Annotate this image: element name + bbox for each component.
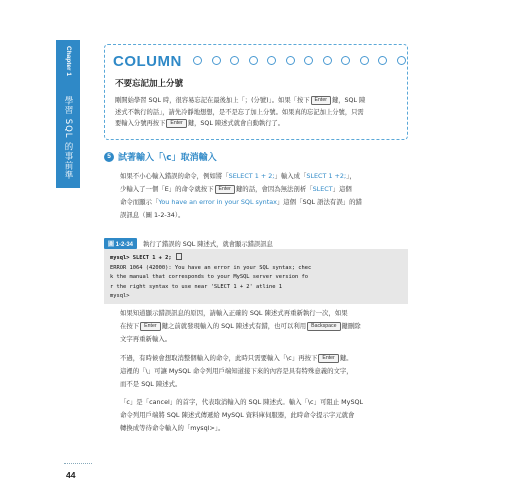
paragraph-fix xyxy=(120,307,412,346)
circle-icon xyxy=(212,56,221,65)
paragraph-intro xyxy=(120,170,412,222)
text-run: 」輸入成「 xyxy=(274,172,307,180)
code-block xyxy=(104,249,408,304)
circle-icon xyxy=(378,56,387,65)
column-line: 述式不執行的話」，請先冷靜地想想，是不是忘了加上分號。如果真的忘記加上分號，只需 xyxy=(115,108,364,116)
code-command: mysql> SLECT 1 + 2; xyxy=(110,255,172,261)
text-run: 如果不小心輸入錯誤的命令，例如將「 xyxy=(120,172,229,180)
text-line xyxy=(120,183,412,196)
code-line: k the manual that corresponds to your MySQL server version fo xyxy=(110,274,308,280)
figure-caption xyxy=(104,238,273,249)
decorative-circles xyxy=(193,56,406,65)
text-run: 鍵，SQL 陳述式就會自動執行了。 xyxy=(187,120,285,127)
enter-key-icon: Enter xyxy=(311,96,331,105)
enter-key-icon: Enter xyxy=(215,185,235,194)
column-line xyxy=(115,118,403,130)
text-run: 」， xyxy=(346,172,356,180)
figure-caption-text: 執行了錯誤的 SQL 陳述式，就會顯示錯誤訊息 xyxy=(143,241,273,248)
text-line: 如果知道顯示錯誤訊息的原因，請輸入正確的 SQL 陳述式再重新執行一次，如果 xyxy=(120,309,348,317)
enter-key-icon: Enter xyxy=(140,322,160,331)
paragraph-meaning xyxy=(120,396,412,435)
chapter-number: Chapter 1 xyxy=(65,46,72,76)
inline-code: SLECT 1 +2; xyxy=(306,172,347,180)
text-line xyxy=(120,320,412,333)
circle-icon xyxy=(193,56,202,65)
code-line xyxy=(110,253,402,264)
text-line: 「c」是「cancel」的首字，代表取消輸入的 SQL 陳述式。輸入「\c」可阻止 MySQL xyxy=(120,398,364,406)
inline-code: You have an error in your SQL syntax xyxy=(158,198,277,206)
text-run: 剛開始學習 SQL 時，很容易忘記在最後加上「；(分號)」。如果「按下 xyxy=(115,97,310,104)
text-line: 文字再重新輸入。 xyxy=(120,335,172,343)
text-line: 誤訊息（圖 1-2-34）。 xyxy=(120,211,185,219)
section-title: 試著輸入「\c」取消輸入 xyxy=(118,153,217,163)
circle-icon xyxy=(341,56,350,65)
column-callout xyxy=(104,44,408,140)
chapter-tab xyxy=(39,40,80,188)
circle-icon xyxy=(397,56,406,65)
enter-key-icon: Enter xyxy=(166,119,186,128)
footer-divider xyxy=(64,463,92,464)
enter-key-icon: Enter xyxy=(318,354,338,363)
section-heading xyxy=(104,150,217,163)
text-run: 鍵的話，會因為無法剖析「 xyxy=(235,185,313,193)
text-line: 而不是 SQL 陳述式。 xyxy=(120,380,182,388)
chapter-title: 學習 SQL 的事前準備 xyxy=(39,96,73,181)
cursor-icon xyxy=(176,253,182,260)
text-line xyxy=(120,196,412,209)
page-number: 44 xyxy=(66,470,76,480)
figure-label: 圖 1-2-34 xyxy=(104,238,137,249)
column-body xyxy=(115,95,403,130)
circle-icon xyxy=(304,56,313,65)
column-line xyxy=(115,95,403,107)
text-run: 命令而顯示「 xyxy=(120,198,159,206)
text-run: 鍵之前就發現輸入的 SQL 陳述式有錯，也可以利用 xyxy=(161,322,307,330)
text-line: 轉換成等待命令輸入的「mysql>」。 xyxy=(120,424,225,432)
circle-icon xyxy=(249,56,258,65)
section-number-badge: 5 xyxy=(104,152,114,162)
text-run: 」這個 xyxy=(332,185,352,193)
text-line: 這裡的「\」可讓 MySQL 命令列用戶端知道接下來的內容是具有特殊意義的文字， xyxy=(120,367,353,375)
text-run: 要輸入分號再按下 xyxy=(115,120,166,127)
column-subtitle: 不要忘記加上分號 xyxy=(115,79,184,89)
inline-code: SLECT xyxy=(312,185,333,193)
circle-icon xyxy=(286,56,295,65)
text-run: 少輸入了一個「E」的命令就按下 xyxy=(120,185,214,193)
code-line: mysql> xyxy=(110,293,130,299)
text-run: 鍵，SQL 陳 xyxy=(331,97,366,104)
inline-code: SELECT 1 + 2; xyxy=(228,172,275,180)
text-run: 鍵刪除 xyxy=(341,322,361,330)
text-run: 」這個「SQL 語法有誤」的錯 xyxy=(276,198,362,206)
text-run: 不過，有時候會想取消整個輸入的命令，此時只需要輸入「\c」再按下 xyxy=(120,354,318,362)
code-line: r the right syntax to use near 'SLECT 1 + 2' atline 1 xyxy=(110,283,283,290)
circle-icon xyxy=(360,56,369,65)
text-line xyxy=(120,170,412,183)
circle-icon xyxy=(267,56,276,65)
text-line: 命令列用戶端將 SQL 陳述式傳遞給 MySQL 資料庫伺服器，此時命令提示字元就會 xyxy=(120,411,355,419)
column-heading: COLUMN xyxy=(113,53,182,70)
paragraph-cancel xyxy=(120,352,412,391)
code-line: ERROR 1064 (42000): You have an error in your SQL syntax; chec xyxy=(110,264,312,271)
circle-icon xyxy=(323,56,332,65)
backspace-key-icon: Backspace xyxy=(307,322,340,331)
text-run: 鍵。 xyxy=(339,354,353,362)
text-line xyxy=(120,352,412,365)
text-run: 在按下 xyxy=(120,322,140,330)
circle-icon xyxy=(230,56,239,65)
